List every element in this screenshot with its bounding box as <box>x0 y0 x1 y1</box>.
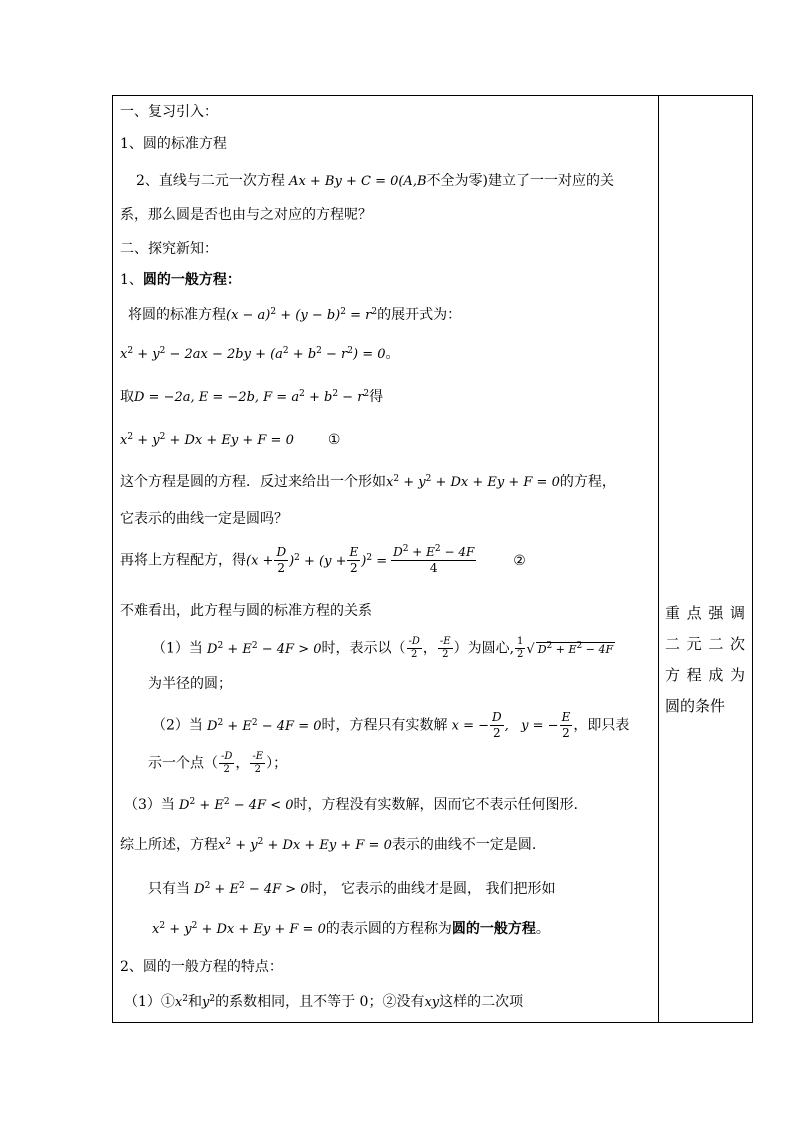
question-text: 系，那么圆是否也由与之对应的方程呢？ <box>120 207 372 223</box>
general-equation-heading: 1、圆的一般方程： <box>120 272 241 288</box>
column-divider <box>658 95 659 1023</box>
converse-question: 这个方程是圆的方程．反过来给出一个形如$x^2 + y^2 + Dx + Ey + F = 0$的方程， <box>120 474 616 490</box>
case-1: （1）当 $D^2 + E^2 - 4F > 0$时，表示以（ $\frac{-D}{2}$ ， $\frac{-E}{2}$ ）为圆心, $\frac{1}{2}$ √ $D^2 + E^2 - 4F$ <box>152 636 614 660</box>
expand-text: 将圆的标准方程$(x - a)^2 + (y - b)^2 = r^2$的展开式为： <box>128 307 462 323</box>
case-1-radius: 为半径的圆； <box>148 676 232 692</box>
side-note <box>665 598 745 722</box>
expanded-equation: $x^2 + y^2 - 2ax - 2by + (a^2 + b^2 - r^2) = 0$。 <box>120 346 400 362</box>
summary-text: 综上所述，方程$x^2 + y^2 + Dx + Ey + F = 0$表示的曲线不一定是圆. <box>120 837 537 853</box>
case-2: （2）当 $D^2 + E^2 - 4F = 0$时，方程只有实数解 x = − $\frac{D}{2}$ , y = − $\frac{E}{2}$ ，即只表 <box>152 710 630 740</box>
side-note-line: 方 程 成 为 <box>665 666 745 684</box>
features-heading: 2、圆的一般方程的特点： <box>120 959 283 975</box>
case-2-point: 示一个点（ $\frac{-D}{2}$ ， $\frac{-E}{2}$ ）； <box>148 751 288 775</box>
explore-heading: 二、探究新知： <box>120 241 218 257</box>
condition-text: 只有当 $D^2 + E^2 - 4F > 0$时， 它表示的曲线才是圆， 我们把形如 <box>148 881 556 897</box>
completed-square-equation: 再将上方程配方，得(x + $\frac{D}{2}$ )$^2$ + (y + $\frac{E}{2}$ )$^2$ = $\frac{D^2 + E^2 - 4F}{4}$ ② <box>120 544 526 575</box>
line-correspondence-text: 2、直线与二元一次方程 Ax + By + C = 0(A,B不全为零)建立了一一对应的关 <box>136 173 614 189</box>
definition-text: $x^2 + y^2 + Dx + Ey + F = 0$的表示圆的方程称为圆的一般方程。 <box>152 921 550 937</box>
case-3: （3）当 $D^2 + E^2 - 4F < 0$时，方程没有实数解，因而它不表示任何图形. <box>124 797 578 813</box>
review-heading: 一、复习引入： <box>120 104 218 120</box>
side-note-line: 重 点 强 调 <box>665 604 745 622</box>
standard-equation-item: 1、圆的标准方程 <box>120 136 227 152</box>
side-note-line: 二 元 二 次 <box>665 635 745 653</box>
relation-text: 不难看出，此方程与圆的标准方程的关系 <box>120 603 372 619</box>
side-note-line: 圆的条件 <box>665 697 726 715</box>
substitution-text: 取D = −2a, E = −2b, $F = a^2 + b^2 - r^2$得 <box>120 389 384 405</box>
feature-1: $(1)①x^2$和$y^2$的系数相同，且不等于 0；②没有xy这样的二次项 <box>124 994 524 1010</box>
equation-1: $x^2 + y^2 + Dx + Ey + F = 0$ ① <box>120 432 341 448</box>
converse-question-2: 它表示的曲线一定是圆吗？ <box>120 511 288 527</box>
